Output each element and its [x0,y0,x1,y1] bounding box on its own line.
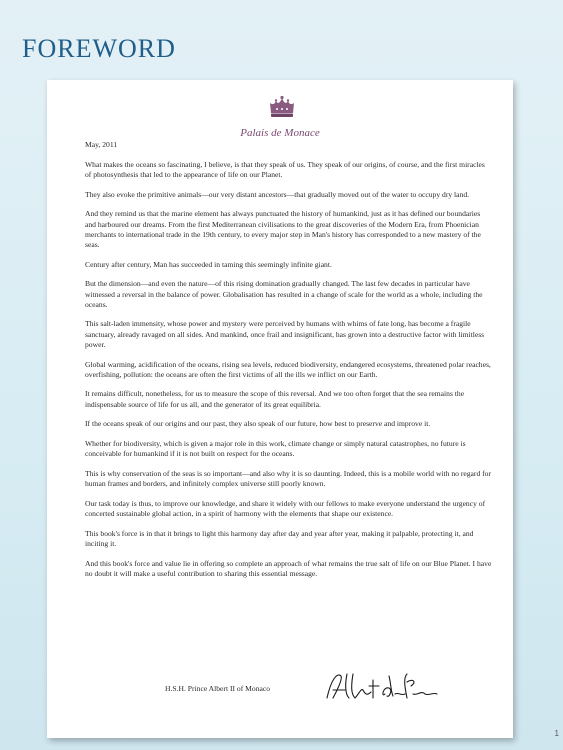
paragraph: This book's force is in that it brings to light this harmony day after day and year after year, making it palpable, protecting it, and inciting it. [85,528,474,548]
signatory-name: H.S.H. Prince Albert II of Monaco [165,684,271,693]
paragraph: If the oceans speak of our origins and our past, they also speak of our future, how best to preserve and improve it. [85,419,431,429]
crown-icon [267,95,297,119]
paragraph: This salt-laden immensity, whose power and mystery were perceived by humans with whims of fate long, has become a fragile sanctuary, already ravaged on all sides. And mankind, once frail and insignificant, has grown into a destructive factor with limitless power. [85,319,485,349]
letter-page [47,80,513,738]
paragraph: And they remind us that the marine element has always punctuated the history of humankind, just as it has defined our boundaries and harboured our dreams. From the first Mediterranean civilisations to the great discoveries of the Modern Era, from Phoenician merchants to international trade in the 19th century, to every major step in Man's history has corresponded to a new mastery of the seas. [85,209,481,249]
paragraph: It remains difficult, nonetheless, for us to measure the scope of this reversal. And we too often forget that the sea remains the indispensable source of life for us all, and the generator of its great equilibria. [85,389,465,409]
signature-image [323,668,441,708]
paragraph: They also evoke the primitive animals—our very distant ancestors—that gradually moved out of the water to occupy dry land. [85,189,470,199]
page-number: 1 [554,729,559,738]
paragraph: Our task today is thus, to improve our knowledge, and share it widely with our fellows to make everyone understand the urgency of concerted sustainable global action, in a spirit of harmony with the elements that shape our existence. [85,498,486,519]
letterhead-palace: Palais de Monace [240,127,320,139]
paragraph: This is why conservation of the seas is so important—and also why it is so daunting. Indeed, this is a mobile world with no regard for human frames and borders, and infinitely complex universe still poorly known. [85,468,491,489]
paragraph: Century after century, Man has succeeded in taming this seemingly infinite giant. [85,259,332,269]
paragraph: And this book's force and value lie in offering so complete an approach of what remains the true salt of life on our Blue Planet. I have no doubt it will make a useful contribution to sharing this essential message. [85,558,492,578]
letter-date: May, 2011 [85,140,118,149]
letter-body [85,140,493,589]
paragraph: What makes the oceans so fascinating, I believe, is that they speak of us. They speak of our origins, of course, and the first miracles of photosynthesis that led to the appearance of life on our Planet. [85,159,485,179]
paragraph: But the dimension—and even the nature—of this rising domination gradually changed. The last few decades in particular have witnessed a reversal in the balance of power. Globalisation has resulted in a change of scale for the world as a whole, including the oceans. [85,279,483,309]
paragraph: Global warming, acidification of the oceans, rising sea levels, reduced biodiversity, endangered ecosystems, threatened polar reaches, overfishing, pollution: the oceans are often the first victims of all the ills we inflict on our Earth. [85,359,491,379]
paragraph: Whether for biodiversity, which is given a major role in this work, climate change or simply natural catastrophes, no future is conceivable for humankind if it is not built on respect for the oceans. [85,439,466,459]
section-title: FOREWORD [22,34,176,63]
